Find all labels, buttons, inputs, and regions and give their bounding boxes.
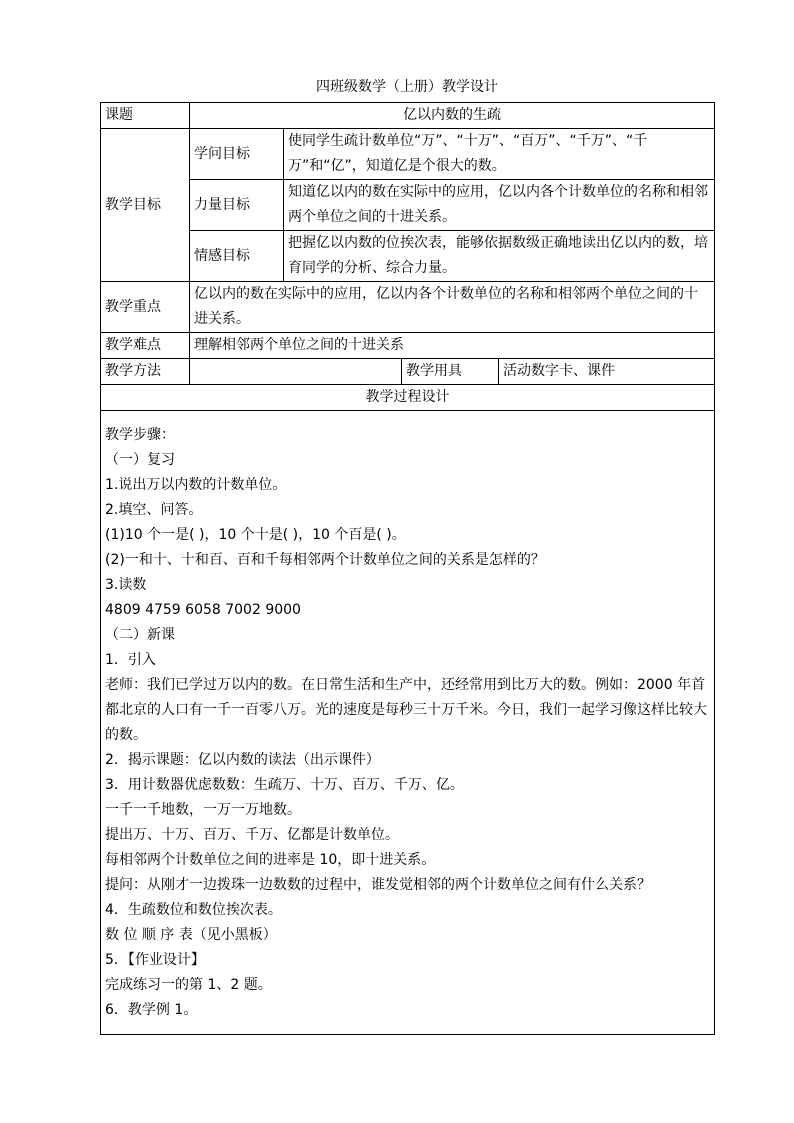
process-line: 1．引入 [105,651,156,668]
process-header-row [101,385,715,411]
objective-label-ability: 力量目标 [190,180,284,231]
lesson-plan-table [100,102,715,1035]
objectives-label: 教学目标 [101,129,190,282]
process-line: 6．教学例 1。 [105,1001,198,1018]
process-line: 3．用计数器优虑数数：生疏万、十万、百万、千万、亿。 [105,776,464,793]
difficulty-label: 教学难点 [101,333,190,359]
key-points-row [101,282,715,333]
objective-row-emotion [101,231,715,282]
key-points-text: 亿以内的数在实际中的应用，亿以内各个计数单位的名称和相邻两个单位之间的十进关系。 [190,282,715,333]
process-line: （一）复习 [105,451,175,468]
topic-value: 亿以内数的生疏 [190,103,715,129]
process-line: 3.读数 [105,576,147,593]
difficulty-row [101,333,715,359]
process-line: 5．【作业设计】 [105,951,205,968]
process-line: 老师：我们已学过万以内的数。在日常生活和生产中，还经常用到比万大的数。例如：2000 年首都北京的人口有一千一百零八万。光的速度是每秒三十万千米。今日，我们一起学习像这样比较大的数。 [105,676,707,743]
process-body [101,411,715,1035]
method-tools-row [101,359,715,385]
method-label: 教学方法 [101,359,190,385]
process-line: 2.填空、问答。 [105,501,203,518]
process-header: 教学过程设计 [101,385,715,411]
objective-text-ability: 知道亿以内的数在实际中的应用，亿以内各个计数单位的名称和相邻两个单位之间的十进关系。 [284,180,715,231]
method-value [190,359,402,385]
process-line: （二）新课 [105,626,175,643]
topic-row [101,103,715,129]
process-line: 教学步骤： [105,426,175,443]
document-title: 四班级数学（上册）教学设计 [316,79,498,95]
process-line: 数 位 顺 序 表（见小黑板） [105,926,277,943]
process-line: 提出万、十万、百万、千万、亿都是计数单位。 [105,826,399,843]
topic-label: 课题 [101,103,190,129]
process-line: 一千一千地数，一万一万地数。 [105,801,301,818]
objective-row-ability [101,180,715,231]
process-line: 提问：从刚才一边拨珠一边数数的过程中，谁发觉相邻的两个计数单位之间有什么关系？ [105,876,651,893]
process-line: (1)10 个一是( )，10 个十是( )，10 个百是( )。 [105,526,406,543]
process-line: 每相邻两个计数单位之间的进率是 10，即十进关系。 [105,851,436,868]
process-line: 1.说出万以内数的计数单位。 [105,476,287,493]
objective-text-knowledge: 使同学生疏计数单位“万”、“十万”、“百万”、“千万”、“千万”和“亿”，知道亿是个很大的数。 [284,129,715,180]
objective-row-knowledge [101,129,715,180]
tools-value: 活动数字卡、课件 [499,359,715,385]
process-line: (2)一和十、十和百、百和千每相邻两个计数单位之间的关系是怎样的？ [105,551,545,568]
process-line: 完成练习一的第 1、2 题。 [105,976,272,993]
difficulty-text: 理解相邻两个单位之间的十进关系 [190,333,715,359]
process-line: 2．揭示课题：亿以内数的读法（出示课件） [105,751,380,768]
process-line: 4809 4759 6058 7002 9000 [105,601,301,618]
key-points-label: 教学重点 [101,282,190,333]
objective-label-emotion: 情感目标 [190,231,284,282]
tools-label: 教学用具 [402,359,499,385]
process-body-row [101,411,715,1035]
objective-text-emotion: 把握亿以内数的位挨次表，能够依据数级正确地读出亿以内的数，培育同学的分析、综合力量。 [284,231,715,282]
objective-label-knowledge: 学问目标 [190,129,284,180]
process-line: 4．生疏数位和数位挨次表。 [105,901,282,918]
